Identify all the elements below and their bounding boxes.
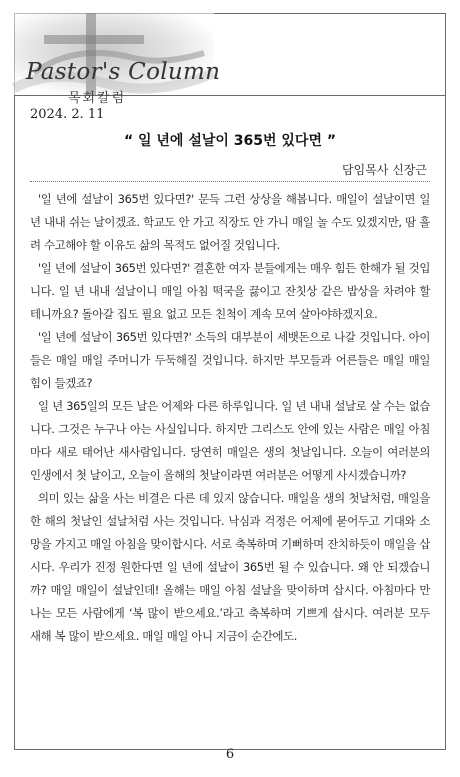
article-title: “ 일 년에 설날이 365번 있다면 ” xyxy=(123,133,337,149)
divider xyxy=(30,181,430,182)
paragraph: 의미 있는 삶을 사는 비결은 다른 데 있지 않습니다. 매일을 생의 첫날처럼, 매일을 한 해의 첫날인 설날처럼 사는 것입니다. 낙심과 걱정은 어제에 묻어두고 기대와 소망을 가지고 매일 아침을 맞이합시다. 서로 축복하며 기뻐하며 잔치하듯이 매일을 삽시다. 우리가 진정 원한다면 일 년에 설날이 365번 될 수 있습니다. 왜 안 되겠습니까? 매일 매일이 설날인데! 올해는 매일 아침 설날을 맞이하며 삽시다. 아침마다 만나는 모든 사람에게 ‘복 많이 받으세요.’라고 축복하며 기쁘게 삽시다. 여러분 모두 새해 복 많이 받으세요. 매일 매일 아니 지금이 순간에도. xyxy=(30,491,430,643)
page-number: 6 xyxy=(225,747,235,762)
paragraph: 일 년 365일의 모든 날은 어제와 다른 하루입니다. 일 년 내내 설날로 살 수는 없습니다. 그것은 누구나 아는 사실입니다. 하지만 그리스도 안에 있는 사람은 매일 아침마다 새로 태어난 새사람입니다. 당연히 매일은 생의 첫날입니다. 오늘이 여러분의 인생에서 첫 날이고, 오늘이 올해의 첫날이라면 여러분은 어떻게 사시겠습니까? xyxy=(30,399,430,482)
paragraph: '일 년에 설날이 365번 있다면?' 결혼한 여자 분들에게는 매우 힘든 한해가 될 것입니다. 일 년 내내 설날이니 매일 아침 떡국을 끓이고 잔칫상 같은 밥상을 차려야 할 테니까요? 돌아갈 집도 필요 없고 모든 친척이 계속 모여 살아야하겠지요. xyxy=(30,261,430,321)
column-header xyxy=(14,13,446,106)
article-body xyxy=(30,188,430,648)
column-title: Pastor's Column xyxy=(26,59,221,85)
date-text: 2024. 2. 11 xyxy=(30,107,105,122)
author-byline: 담임목사 신장근 xyxy=(342,163,427,177)
paragraph: '일 년에 설날이 365번 있다면?' 소득의 대부분이 세뱃돈으로 나갈 것입니다. 아이들은 매일 매일 주머니가 두둑해질 것입니다. 하지만 부모들과 어른들은 매일 매일 힘이 들겠죠? xyxy=(30,330,430,390)
column-subtitle: 목회칼럼 xyxy=(68,91,127,106)
paragraph: '일 년에 설날이 365번 있다면?' 문득 그런 상상을 해봅니다. 매일이 설날이면 일 년 내내 쉬는 날이겠죠. 학교도 안 가고 직장도 안 가니 매일 놀 수도 있겠지만, 땀 흘려 수고해야 할 이유도 삶의 목적도 없어질 것입니다. xyxy=(30,192,430,252)
